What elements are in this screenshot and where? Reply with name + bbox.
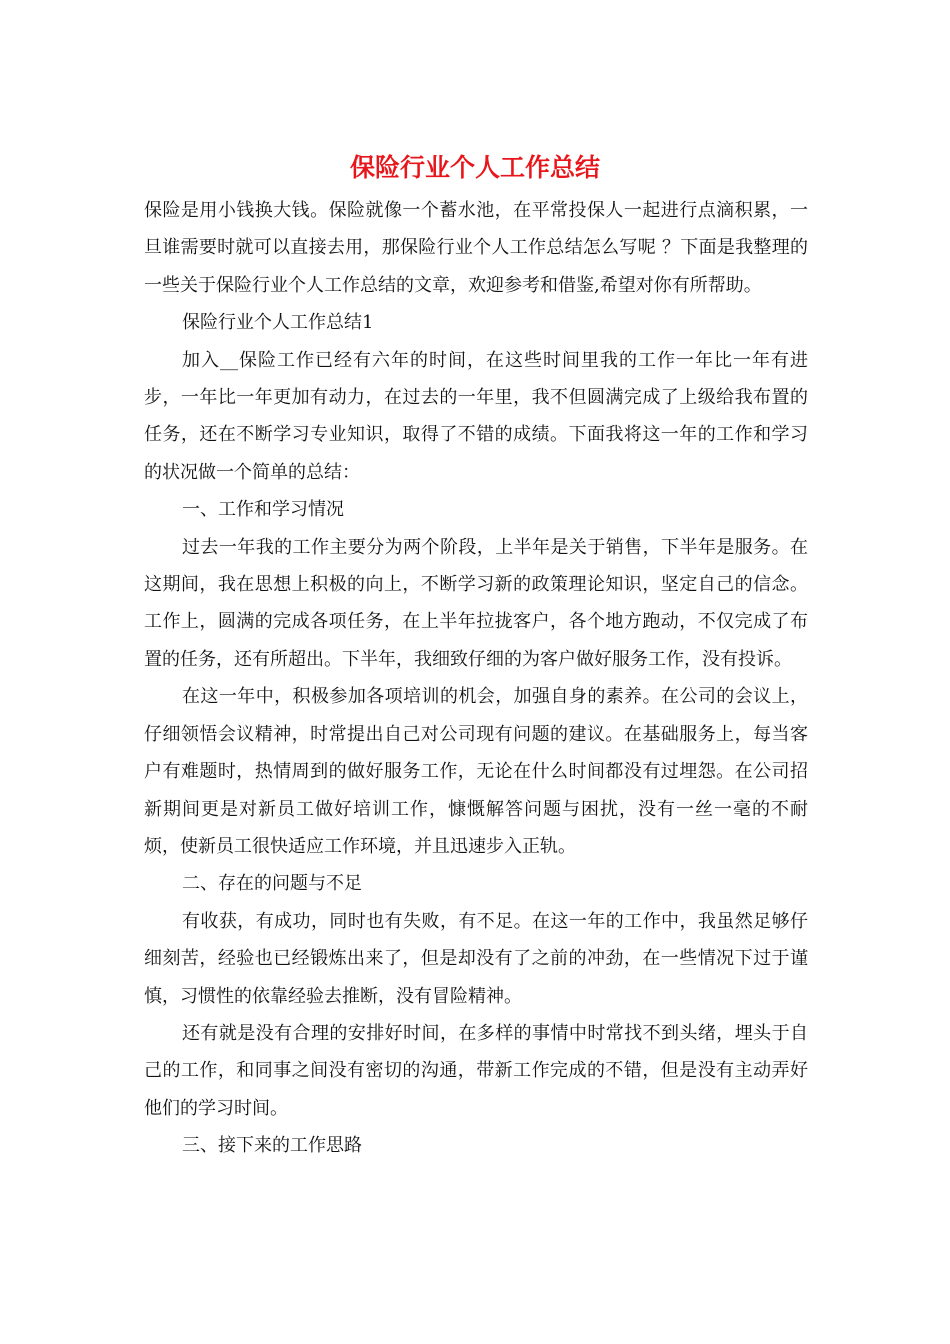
section-heading-summary-1: 保险行业个人工作总结1 bbox=[182, 312, 374, 334]
intro-paragraph: 保险是用小钱换大钱。保险就像一个蓄水池，在平常投保人一起进行点滴积累，一旦谁需要时就可以直接去用，那保险行业个人工作总结怎么写呢 ？下面是我整理的一些关于保险行业个人工作总结的文章，欢迎参考和借鉴,希望对你有所帮助。 bbox=[144, 200, 808, 296]
body-paragraph: 加入__保险工作已经有六年的时间，在这些时间里我的工作一年比一年有进步，一年比一年更加有动力，在过去的一年里，我不但圆满完成了上级给我布置的任务，还在不断学习专业知识，取得了不错的成绩。下面我将这一年的工作和学习的状况做一个简单的总结： bbox=[144, 349, 808, 483]
body-paragraph: 在这一年中，积极参加各项培训的机会，加强自身的素养。在公司的会议上，仔细领悟会议精神，时常提出自己对公司现有问题的建议。在基础服务上，每当客户有难题时，热情周到的做好服务工作，无论在什么时间都没有过埋怨。在公司招新期间更是对新员工做好培训工作，慷慨解答问题与困扰，没有一丝一毫的不耐烦，使新员工很快适应工作环境，并且迅速步入正轨。 bbox=[144, 686, 808, 857]
body-paragraph: 还有就是没有合理的安排好时间，在多样的事情中时常找不到头绪，埋头于自己的工作，和同事之间没有密切的沟通，带新工作完成的不错，但是没有主动弄好他们的学习时间。 bbox=[144, 1022, 808, 1119]
document-body bbox=[144, 192, 808, 1165]
body-paragraph: 有收获，有成功，同时也有失败，有不足。在这一年的工作中，我虽然足够仔细刻苦，经验也已经锻炼出来了，但是却没有了之前的冲劲，在一些情况下过于谨慎，习惯性的依靠经验去推断，没有冒险精神。 bbox=[144, 910, 808, 1007]
section-heading-next-steps: 三、接下来的工作思路 bbox=[182, 1135, 362, 1157]
section-heading-problems: 二、存在的问题与不足 bbox=[182, 873, 362, 895]
page-title: 保险行业个人工作总结 bbox=[349, 153, 600, 182]
body-paragraph: 过去一年我的工作主要分为两个阶段，上半年是关于销售，下半年是服务。在这期间，我在思想上积极的向上，不断学习新的政策理论知识，坚定自己的信念。工作上，圆满的完成各项任务，在上半年拉拢客户，各个地方跑动，不仅完成了布置的任务，还有所超出。下半年，我细致仔细的为客户做好服务工作，没有投诉。 bbox=[144, 536, 808, 670]
section-heading-work-study: 一、工作和学习情况 bbox=[182, 499, 344, 521]
